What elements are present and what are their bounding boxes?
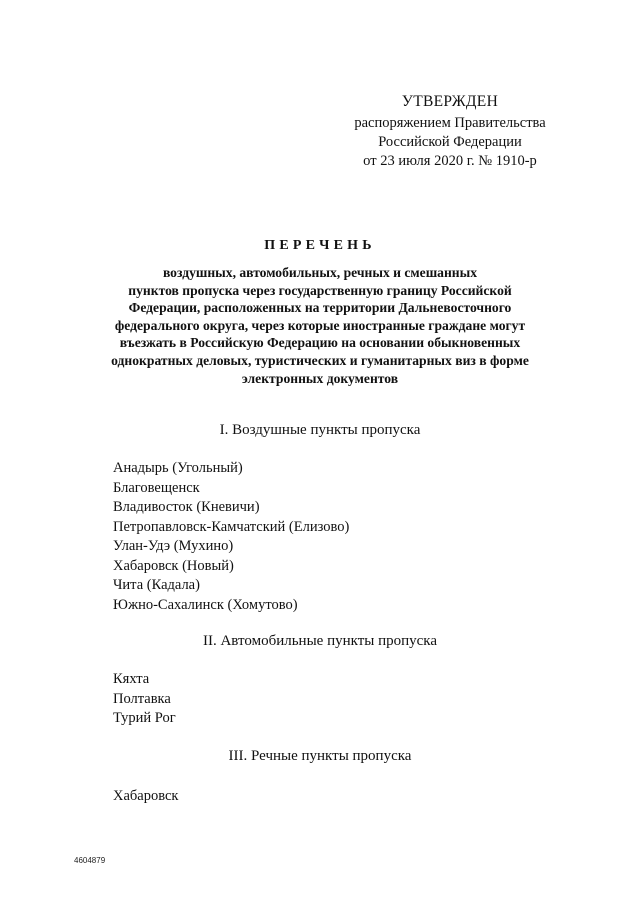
subtitle-line: Федерации, расположенных на территории Дальневосточного [128, 300, 512, 316]
subtitle-line: пунктов пропуска через государственную границу Российской [128, 282, 512, 298]
subtitle-line: воздушных, автомобильных, речных и смешанных [162, 265, 478, 280]
subtitle-line: федерального округа, через которые иностранные граждане могут [114, 317, 526, 333]
air-checkpoint-list [113, 459, 349, 615]
approval-line-2: Российской Федерации [378, 134, 522, 150]
approval-line-1: распоряжением Правительства [354, 115, 546, 131]
list-item: Анадырь (Угольный) [113, 460, 243, 476]
list-item: Петропавловск-Камчатский (Елизово) [113, 518, 350, 535]
document-subtitle [60, 264, 580, 387]
document-title: ПЕРЕЧЕНЬ [264, 238, 376, 253]
list-item: Хабаровск (Новый) [113, 557, 234, 574]
section-heading-air: I. Воздушные пункты пропуска [219, 422, 421, 438]
list-item: Южно-Сахалинск (Хомутово) [113, 596, 298, 613]
list-item: Чита (Кадала) [113, 577, 200, 593]
list-item: Благовещенск [113, 479, 200, 496]
approval-line-3: от 23 июля 2020 г. № 1910-р [363, 153, 537, 169]
list-item: Полтавка [113, 690, 171, 707]
subtitle-line: однократных деловых, туристических и гуманитарных виз в форме [111, 352, 529, 368]
river-checkpoint-list [113, 787, 178, 807]
section-heading-river: III. Речные пункты пропуска [228, 748, 412, 764]
list-item: Улан-Удэ (Мухино) [113, 538, 234, 554]
road-checkpoint-list [113, 670, 176, 729]
approval-block [330, 92, 570, 171]
list-item: Турий Рог [113, 710, 176, 726]
subtitle-line: въезжать в Российскую Федерацию на основании обыкновенных [119, 335, 521, 351]
list-item: Кяхта [113, 671, 150, 687]
list-item: Владивосток (Кневичи) [113, 499, 260, 515]
approval-title: УТВЕРЖДЕН [401, 93, 499, 110]
section-heading-road: II. Автомобильные пункты пропуска [202, 633, 438, 649]
document-number: 4604879 [74, 856, 106, 865]
list-item: Хабаровск [113, 788, 179, 804]
subtitle-line: электронных документов [241, 370, 399, 386]
